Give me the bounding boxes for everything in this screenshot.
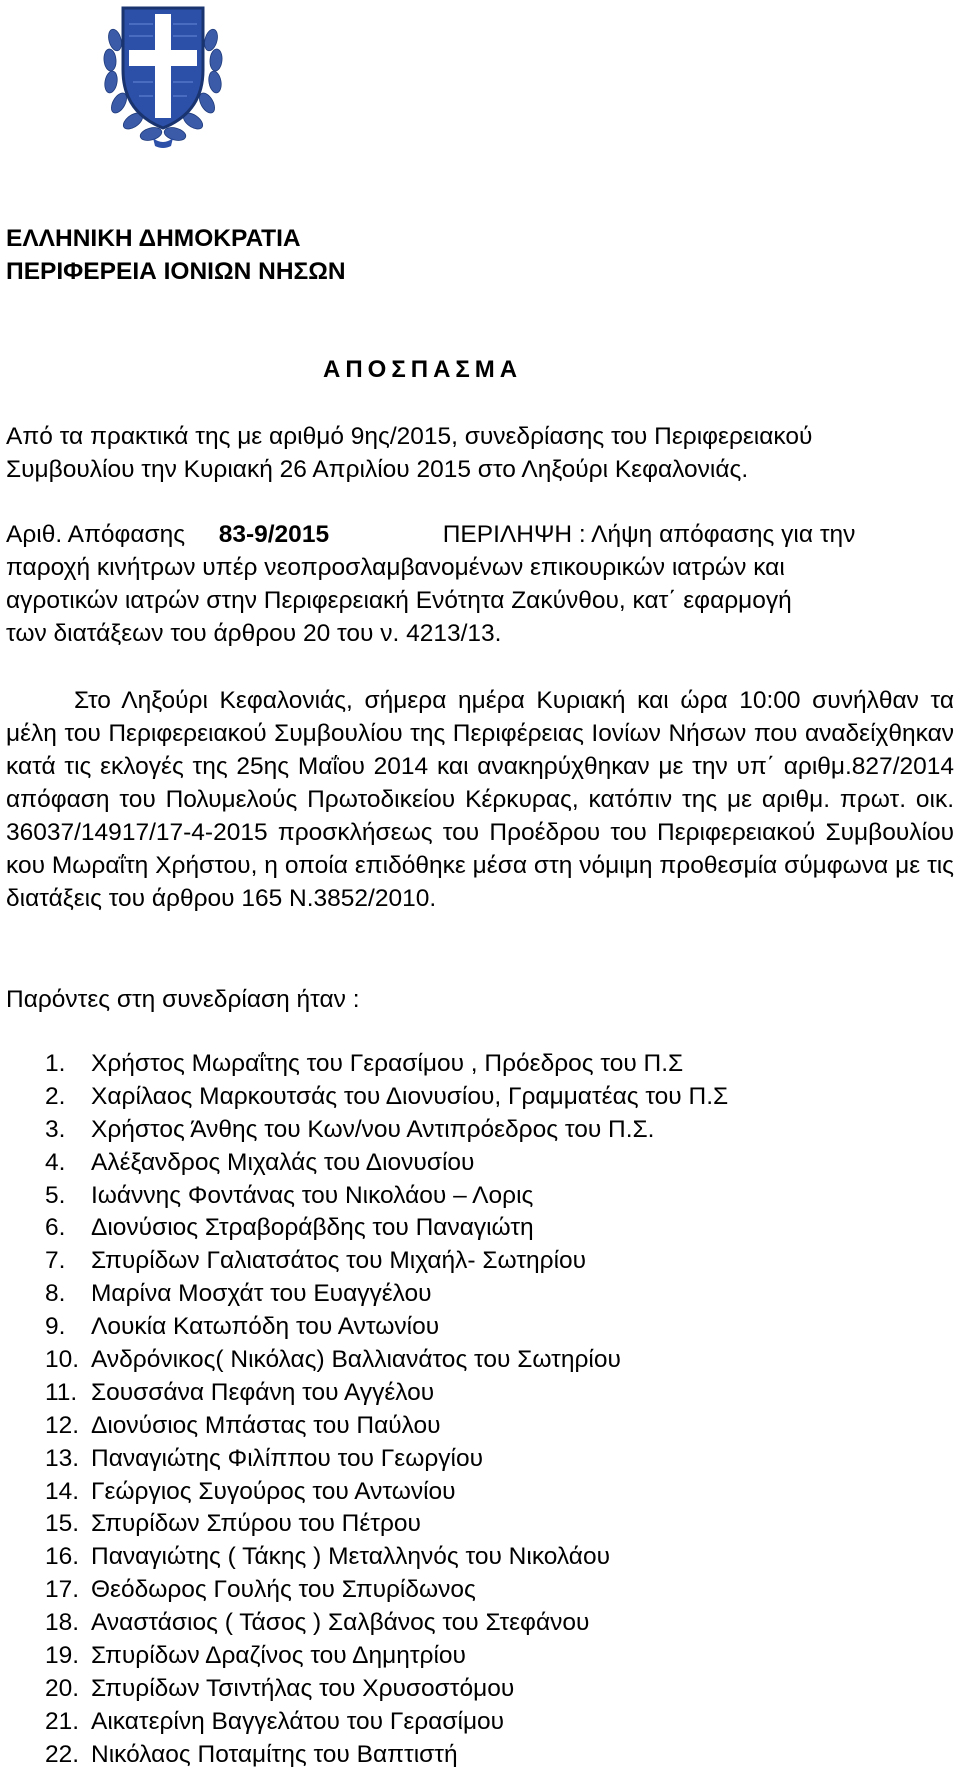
decision-summary-line-3: αγροτικών ιατρών στην Περιφερειακή Ενότητα Ζακύνθου, κατ΄ εφαρμογή	[6, 587, 792, 614]
attendee-name: Γεώργιος Συγούρος του Αντωνίου	[91, 1477, 456, 1505]
attendee-item	[45, 1508, 728, 1541]
present-heading: Παρόντες στη συνεδρίαση ήταν :	[6, 986, 360, 1013]
attendee-number: 1.	[45, 1050, 66, 1077]
decision-first-line	[6, 518, 956, 551]
intro-paragraph	[6, 420, 956, 486]
attendee-name: Διονύσιος Στραβοράβδης του Παναγιώτη	[91, 1214, 534, 1242]
attendee-item	[45, 1245, 728, 1278]
attendee-item	[45, 1212, 728, 1245]
greek-state-emblem-icon	[93, 0, 233, 150]
attendee-name: Σπυρίδων Τσιντήλας του Χρυσοστόμου	[91, 1674, 515, 1702]
attendee-name: Σπυρίδων Σπύρου του Πέτρου	[91, 1510, 421, 1538]
attendee-number: 12.	[45, 1411, 80, 1439]
attendee-name: Νικόλαος Ποταμίτης του Βαπτιστή	[91, 1740, 458, 1768]
attendee-name: Λουκία Κατωπόδη του Αντωνίου	[91, 1313, 440, 1341]
attendee-number: 16.	[45, 1543, 80, 1571]
attendee-number: 4.	[45, 1148, 66, 1176]
attendee-item	[45, 1311, 728, 1344]
attendee-item	[45, 1048, 728, 1081]
attendee-number: 5.	[45, 1181, 66, 1209]
attendee-number: 20.	[45, 1674, 80, 1702]
attendee-item	[45, 1640, 728, 1673]
attendee-name: Θεόδωρος Γουλής του Σπυρίδωνος	[91, 1576, 476, 1604]
attendee-item	[45, 1706, 728, 1739]
attendee-item	[45, 1344, 728, 1377]
attendee-name: Παναγιώτης Φιλίππου του Γεωργίου	[91, 1444, 483, 1472]
intro-line-1: Από τα πρακτικά της με αριθμό 9ης/2015, συνεδρίασης του Περιφερειακού	[6, 423, 813, 450]
decision-summary-line-4: των διατάξεων του άρθρου 20 του ν. 4213/13.	[6, 620, 502, 647]
attendee-name: Ιωάννης Φοντάνας του Νικολάου – Λορις	[91, 1181, 534, 1209]
attendee-number: 11.	[45, 1378, 78, 1406]
attendee-name: Χαρίλαος Μαρκουτσάς του Διονυσίου, Γραμματέας του Π.Σ	[91, 1082, 729, 1110]
attendee-number: 9.	[45, 1313, 66, 1341]
attendee-number: 2.	[45, 1082, 66, 1110]
header-country: ΕΛΛΗΝΙΚΗ ΔΗΜΟΚΡΑΤΙΑ	[6, 225, 301, 252]
decision-summary-start: ΠΕΡΙΛΗΨΗ : Λήψη απόφασης για την	[442, 521, 856, 548]
attendee-name: Διονύσιος Μπάστας του Παύλου	[91, 1411, 441, 1439]
decision-summary-line-2: παροχή κινήτρων υπέρ νεοπροσλαμβανομένων επικουρικών ιατρών και	[6, 554, 785, 581]
attendee-name: Ανδρόνικος( Νικόλας) Βαλλιανάτος του Σωτηρίου	[91, 1346, 621, 1374]
attendee-name: Παναγιώτης ( Τάκης ) Μεταλληνός του Νικολάου	[91, 1543, 610, 1571]
attendee-name: Μαρίνα Μοσχάτ του Ευαγγέλου	[91, 1280, 432, 1308]
body-paragraph-text: Στο Ληξούρι Κεφαλονιάς, σήμερα ημέρα Κυριακή και ώρα 10:00 συνήλθαν τα μέλη του Περιφερειακού Συμβουλίου της Περιφέρειας Ιονίων Νήσων που αναδείχθηκαν κατά τις εκλογές της 25ης Μαΐου 2014 και ανακηρύχθηκαν με την υπ΄ αριθμ.827/2014 απόφαση του Πολυμελούς Πρωτοδικείου Κέρκυρας, κατόπιν της με αριθμ. πρωτ. οικ. 36037/14917/17-4-2015 προσκλήσεως του Προέδρου του Περιφερειακού Συμβουλίου κου Μωραΐτη Χρήστου, η οποία επιδόθηκε μέσα στη νόμιμη προθεσμία σύμφωνα με τις διατάξεις του άρθρου 165 Ν.3852/2010.	[6, 687, 954, 912]
attendee-name: Αναστάσιος ( Τάσος ) Σαλβάνος του Στεφάνου	[91, 1609, 590, 1637]
decision-prefix: Αριθ. Απόφασης	[6, 521, 186, 548]
attendee-number: 15.	[45, 1510, 80, 1538]
attendee-number: 22.	[45, 1740, 80, 1768]
attendee-number: 7.	[45, 1247, 66, 1275]
attendee-item	[45, 1114, 728, 1147]
attendee-item	[45, 1607, 728, 1640]
attendee-name: Σπυρίδων Γαλιατσάτος του Μιχαήλ- Σωτηρίου	[91, 1247, 587, 1275]
decision-number: 83-9/2015	[218, 521, 330, 548]
attendee-name: Αλέξανδρος Μιχαλάς του Διονυσίου	[91, 1148, 475, 1176]
attendee-number: 3.	[45, 1115, 66, 1143]
attendee-name: Χρήστος Άνθης του Κων/νου Αντιπρόεδρος του Π.Σ.	[91, 1115, 655, 1143]
attendee-name: Χρήστος Μωραΐτης του Γερασίμου , Πρόεδρος του Π.Σ	[91, 1050, 684, 1077]
attendee-item	[45, 1377, 728, 1410]
attendee-name: Αικατερίνη Βαγγελάτου του Γερασίμου	[91, 1707, 505, 1735]
attendee-item	[45, 1081, 728, 1114]
attendee-number: 17.	[45, 1576, 80, 1604]
attendee-list	[45, 1048, 728, 1772]
body-paragraph	[6, 684, 954, 915]
document-title: ΑΠΟΣΠΑΣΜΑ	[323, 356, 523, 383]
attendee-item	[45, 1574, 728, 1607]
attendee-number: 10.	[45, 1346, 80, 1374]
decision-block	[6, 518, 956, 650]
attendee-name: Σπυρίδων Δραζίνος του Δημητρίου	[91, 1642, 466, 1670]
attendee-number: 13.	[45, 1444, 80, 1472]
attendee-item	[45, 1410, 728, 1443]
attendee-number: 21.	[45, 1707, 80, 1735]
attendee-number: 6.	[45, 1214, 66, 1242]
header-region: ΠΕΡΙΦΕΡΕΙΑ ΙΟΝΙΩΝ ΝΗΣΩΝ	[6, 258, 346, 285]
attendee-item	[45, 1278, 728, 1311]
attendee-number: 8.	[45, 1280, 66, 1308]
attendee-item	[45, 1673, 728, 1706]
attendee-number: 19.	[45, 1642, 80, 1670]
attendee-item	[45, 1541, 728, 1574]
attendee-name: Σουσσάνα Πεφάνη του Αγγέλου	[91, 1378, 435, 1406]
intro-line-2: Συμβουλίου την Κυριακή 26 Απριλίου 2015 στο Ληξούρι Κεφαλονιάς.	[6, 456, 749, 483]
attendee-item	[45, 1443, 728, 1476]
attendee-item	[45, 1147, 728, 1180]
attendee-item	[45, 1476, 728, 1509]
attendee-number: 14.	[45, 1477, 80, 1505]
attendee-item	[45, 1180, 728, 1213]
attendee-item	[45, 1739, 728, 1772]
attendee-number: 18.	[45, 1609, 80, 1637]
